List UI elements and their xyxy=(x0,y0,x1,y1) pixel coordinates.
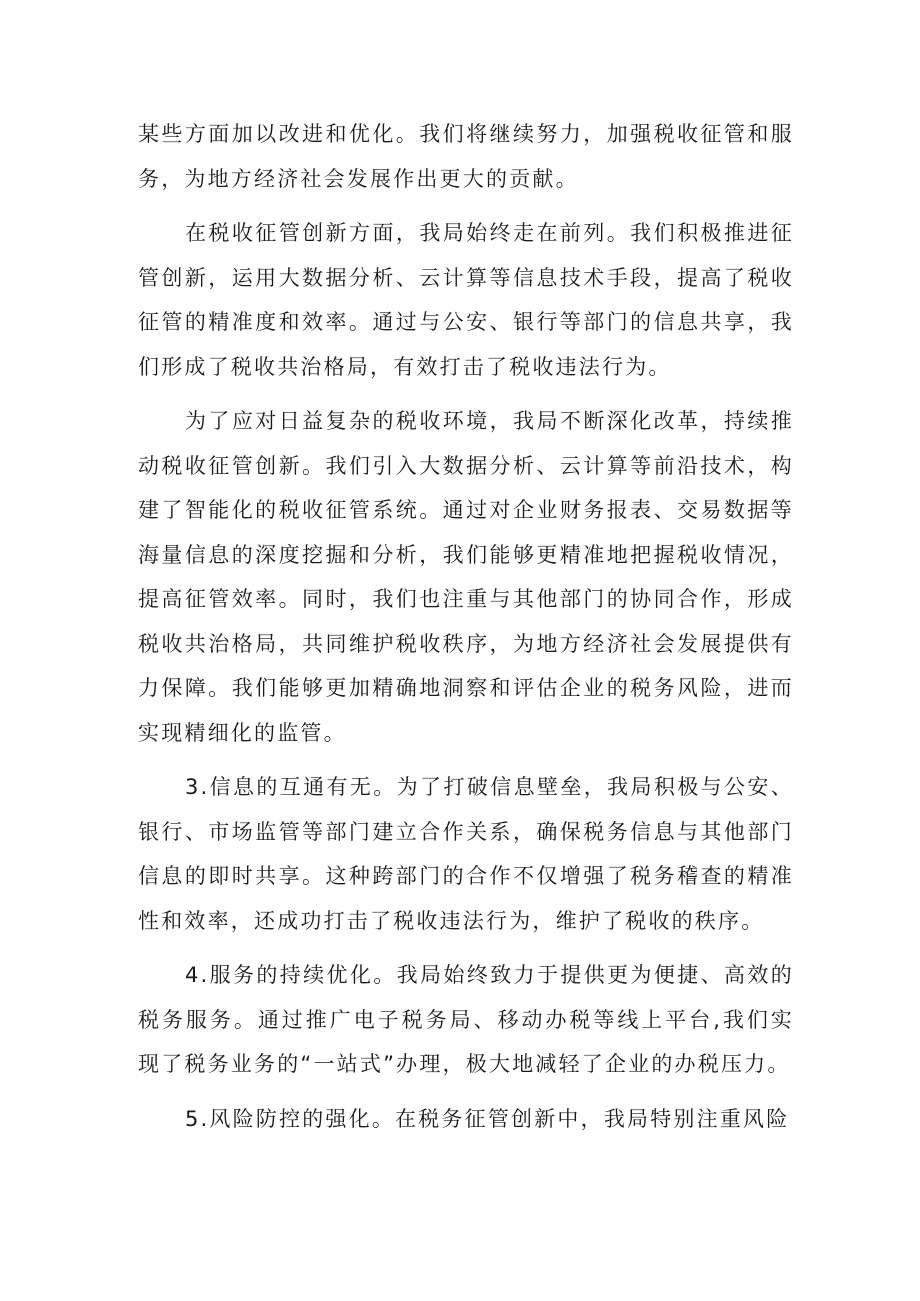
paragraph-3: 为了应对日益复杂的税收环境，我局不断深化改革，持续推动税收征管创新。我们引入大数据分析、云计算等前沿技术，构建了智能化的税收征管系统。通过对企业财务报表、交易数据等海量信息的深度挖掘和分析，我们能够更精准地把握税收情况，提高征管效率。同时，我们也注重与其他部门的协同合作，形成税收共治格局，共同维护税收秩序，为地方经济社会发展提供有力保障。我们能够更加精确地洞察和评估企业的税务风险，进而实现精细化的监管。 xyxy=(138,409,794,745)
paragraph-4: 3.信息的互通有无。为了打破信息壁垒，我局积极与公安、银行、市场监管等部门建立合作关系，确保税务信息与其他部门信息的即时共享。这种跨部门的合作不仅增强了税务稽查的精准性和效率，还成功打击了税收违法行为，维护了税收的秩序。 xyxy=(138,775,794,933)
document-body xyxy=(138,112,794,1151)
paragraph-6: 5.风险防控的强化。在税务征管创新中，我局特别注重风险 xyxy=(185,1106,790,1131)
paragraph-1: 某些方面加以改进和优化。我们将继续努力，加强税收征管和服务，为地方经济社会发展作出更大的贡献。 xyxy=(138,122,794,191)
paragraph-5: 4.服务的持续优化。我局始终致力于提供更为便捷、高效的税务服务。通过推广电子税务局、移动办税等线上平台,我们实现了税务业务的“一站式”办理，极大地减轻了企业的办税压力。 xyxy=(138,963,794,1076)
paragraph-2: 在税收征管创新方面，我局始终走在前列。我们积极推进征管创新，运用大数据分析、云计算等信息技术手段，提高了税收征管的精准度和效率。通过与公安、银行等部门的信息共享，我们形成了税收共治格局，有效打击了税收违法行为。 xyxy=(138,221,794,379)
